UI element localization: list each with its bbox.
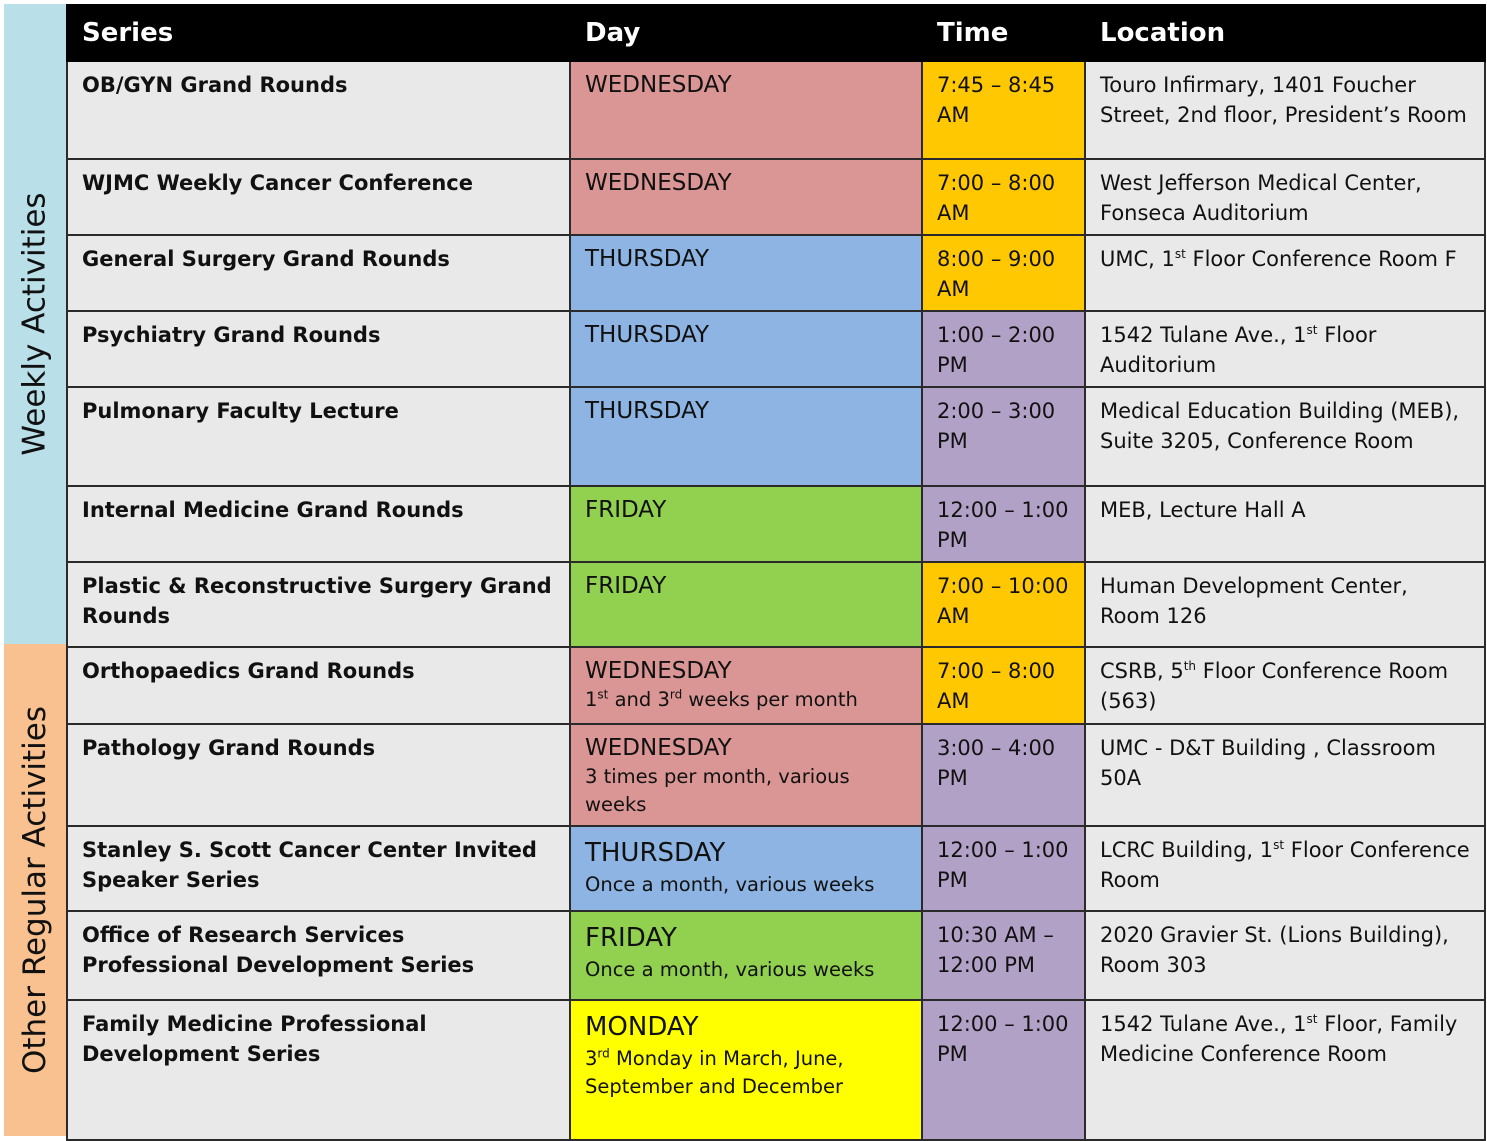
series-cell: Pathology Grand Rounds bbox=[67, 724, 570, 826]
table-row bbox=[67, 486, 1485, 562]
day-cell bbox=[570, 826, 922, 911]
header-row bbox=[67, 5, 1485, 61]
other-activities-label: Other Regular Activities bbox=[17, 705, 53, 1075]
time-cell: 2:00 – 3:00 PM bbox=[922, 387, 1085, 486]
series-cell: Plastic & Reconstructive Surgery Grand Rounds bbox=[67, 562, 570, 647]
other-activities-band bbox=[4, 644, 66, 1136]
day-note: 3 times per month, various weeks bbox=[585, 765, 850, 816]
time-cell: 12:00 – 1:00 PM bbox=[922, 486, 1085, 562]
table-row bbox=[67, 562, 1485, 647]
series-cell: Psychiatry Grand Rounds bbox=[67, 311, 570, 387]
location-cell: West Jefferson Medical Center, Fonseca Auditorium bbox=[1085, 159, 1485, 235]
day-cell bbox=[570, 61, 922, 159]
time-cell: 12:00 – 1:00 PM bbox=[922, 826, 1085, 911]
series-cell: Pulmonary Faculty Lecture bbox=[67, 387, 570, 486]
time-cell: 10:30 AM – 12:00 PM bbox=[922, 911, 1085, 1000]
day-label: WEDNESDAY bbox=[585, 735, 732, 761]
day-cell bbox=[570, 562, 922, 647]
day-label: FRIDAY bbox=[585, 497, 667, 523]
table-row bbox=[67, 911, 1485, 1000]
series-cell: Orthopaedics Grand Rounds bbox=[67, 647, 570, 724]
header-series: Series bbox=[67, 5, 570, 61]
location-cell: Medical Education Building (MEB), Suite 3205, Conference Room bbox=[1085, 387, 1485, 486]
day-cell bbox=[570, 486, 922, 562]
series-cell: Internal Medicine Grand Rounds bbox=[67, 486, 570, 562]
location-cell: LCRC Building, 1st Floor Conference Room bbox=[1085, 826, 1485, 911]
day-label: THURSDAY bbox=[585, 838, 726, 868]
location-cell: MEB, Lecture Hall A bbox=[1085, 486, 1485, 562]
day-label: THURSDAY bbox=[585, 322, 710, 348]
day-cell bbox=[570, 311, 922, 387]
location-cell: CSRB, 5th Floor Conference Room (563) bbox=[1085, 647, 1485, 724]
time-cell: 1:00 – 2:00 PM bbox=[922, 311, 1085, 387]
location-cell: UMC, 1st Floor Conference Room F bbox=[1085, 235, 1485, 311]
day-label: FRIDAY bbox=[585, 573, 667, 599]
day-label: WEDNESDAY bbox=[585, 170, 732, 196]
day-cell bbox=[570, 724, 922, 826]
day-label: WEDNESDAY bbox=[585, 658, 732, 684]
day-note: 1st and 3rd weeks per month bbox=[585, 687, 858, 711]
time-cell: 7:00 – 8:00 AM bbox=[922, 647, 1085, 724]
day-cell bbox=[570, 235, 922, 311]
day-cell bbox=[570, 911, 922, 1000]
day-label: THURSDAY bbox=[585, 398, 710, 424]
series-cell: General Surgery Grand Rounds bbox=[67, 235, 570, 311]
day-note: Once a month, various weeks bbox=[585, 958, 875, 981]
time-cell: 7:45 – 8:45 AM bbox=[922, 61, 1085, 159]
table-row bbox=[67, 235, 1485, 311]
time-cell: 3:00 – 4:00 PM bbox=[922, 724, 1085, 826]
table-row bbox=[67, 647, 1485, 724]
location-cell: 2020 Gravier St. (Lions Building), Room 303 bbox=[1085, 911, 1485, 1000]
time-cell: 7:00 – 10:00 AM bbox=[922, 562, 1085, 647]
location-cell: Human Development Center, Room 126 bbox=[1085, 562, 1485, 647]
header-time: Time bbox=[922, 5, 1085, 61]
table-row bbox=[67, 387, 1485, 486]
day-note: Once a month, various weeks bbox=[585, 873, 875, 896]
day-note: 3rd Monday in March, June, September and December bbox=[585, 1046, 844, 1098]
time-cell: 8:00 – 9:00 AM bbox=[922, 235, 1085, 311]
day-cell bbox=[570, 387, 922, 486]
location-cell: 1542 Tulane Ave., 1st Floor Auditorium bbox=[1085, 311, 1485, 387]
table-row bbox=[67, 724, 1485, 826]
location-cell: UMC - D&T Building , Classroom 50A bbox=[1085, 724, 1485, 826]
weekly-activities-band bbox=[4, 4, 66, 644]
day-cell bbox=[570, 647, 922, 724]
series-cell: OB/GYN Grand Rounds bbox=[67, 61, 570, 159]
day-label: MONDAY bbox=[585, 1012, 699, 1042]
table-row bbox=[67, 826, 1485, 911]
series-cell: Stanley S. Scott Cancer Center Invited Speaker Series bbox=[67, 826, 570, 911]
header-day: Day bbox=[570, 5, 922, 61]
schedule-table bbox=[66, 4, 1486, 1141]
table-row bbox=[67, 61, 1485, 159]
day-cell bbox=[570, 1000, 922, 1140]
series-cell: WJMC Weekly Cancer Conference bbox=[67, 159, 570, 235]
header-location: Location bbox=[1085, 5, 1485, 61]
table-row bbox=[67, 159, 1485, 235]
location-cell: Touro Infirmary, 1401 Foucher Street, 2nd floor, President’s Room bbox=[1085, 61, 1485, 159]
time-cell: 12:00 – 1:00 PM bbox=[922, 1000, 1085, 1140]
day-label: THURSDAY bbox=[585, 246, 710, 272]
day-label: WEDNESDAY bbox=[585, 72, 732, 98]
location-cell: 1542 Tulane Ave., 1st Floor, Family Medicine Conference Room bbox=[1085, 1000, 1485, 1140]
day-label: FRIDAY bbox=[585, 923, 677, 953]
table-row bbox=[67, 1000, 1485, 1140]
table-row bbox=[67, 311, 1485, 387]
series-cell: Office of Research Services Professional Development Series bbox=[67, 911, 570, 1000]
weekly-activities-label: Weekly Activities bbox=[17, 192, 54, 456]
time-cell: 7:00 – 8:00 AM bbox=[922, 159, 1085, 235]
day-cell bbox=[570, 159, 922, 235]
series-cell: Family Medicine Professional Development Series bbox=[67, 1000, 570, 1140]
